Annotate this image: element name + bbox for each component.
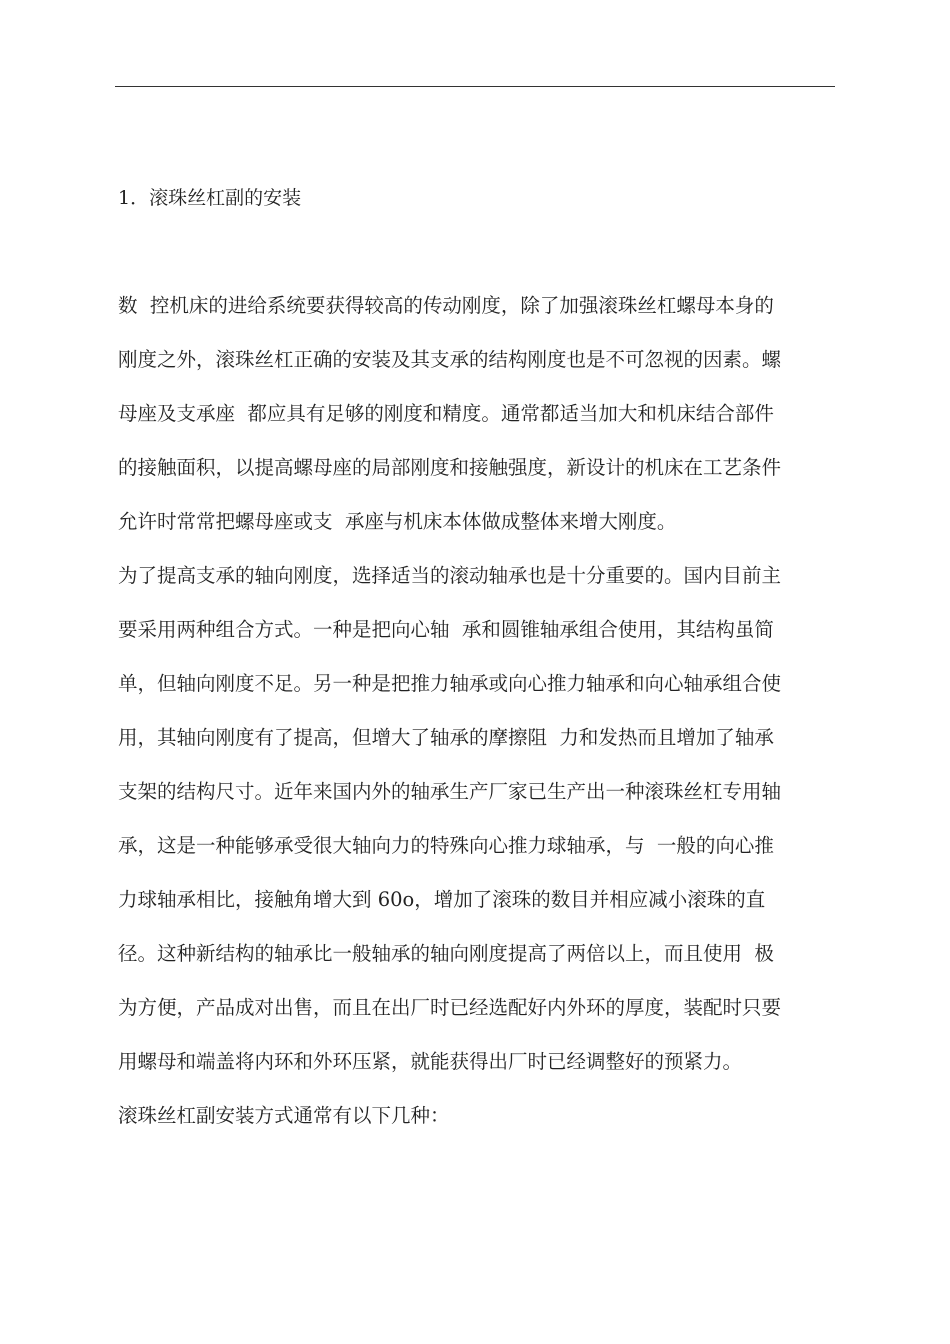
text-line: 刚度之外，滚珠丝杠正确的安装及其支承的结构刚度也是不可忽视的因素。螺 — [118, 348, 782, 371]
header-rule — [115, 86, 835, 87]
text-line: 为了提高支承的轴向刚度，选择适当的滚动轴承也是十分重要的。国内目前主 — [118, 564, 782, 587]
text-line: 为方便，产品成对出售，而且在出厂时已经选配好内外环的厚度，装配时只要 — [118, 996, 782, 1019]
text-line: 承，这是一种能够承受很大轴向力的特殊向心推力球轴承，与 一般的向心推 — [118, 834, 774, 857]
text-line: 母座及支承座 都应具有足够的刚度和精度。通常都适当加大和机床结合部件 — [118, 402, 774, 425]
text-line: 允许时常常把螺母座或支 承座与机床本体做成整体来增大刚度。 — [118, 510, 677, 533]
text-line: 用，其轴向刚度有了提高，但增大了轴承的摩擦阻 力和发热而且增加了轴承 — [118, 726, 774, 749]
text-line: 用螺母和端盖将内环和外环压紧，就能获得出厂时已经调整好的预紧力。 — [118, 1050, 743, 1073]
text-line: 的接触面积，以提高螺母座的局部刚度和接触强度，新设计的机床在工艺条件 — [118, 456, 782, 479]
text-line: 滚珠丝杠副安装方式通常有以下几种： — [118, 1104, 450, 1127]
text-line: 支架的结构尺寸。近年来国内外的轴承生产厂家已生产出一种滚珠丝杠专用轴 — [118, 780, 782, 803]
text-line: 单，但轴向刚度不足。另一种是把推力轴承或向心推力轴承和向心轴承组合使 — [118, 672, 782, 695]
text-line: 要采用两种组合方式。一种是把向心轴 承和圆锥轴承组合使用，其结构虽简 — [118, 618, 774, 641]
text-line: 力球轴承相比，接触角增大到 60o，增加了滚珠的数目并相应减小滚珠的直 — [118, 888, 766, 911]
text-line: 径。这种新结构的轴承比一般轴承的轴向刚度提高了两倍以上，而且使用 极 — [118, 942, 774, 965]
section-heading: 1．滚珠丝杠副的安装 — [118, 187, 302, 209]
text-line: 数 控机床的进给系统要获得较高的传动刚度，除了加强滚珠丝杠螺母本身的 — [118, 294, 774, 317]
